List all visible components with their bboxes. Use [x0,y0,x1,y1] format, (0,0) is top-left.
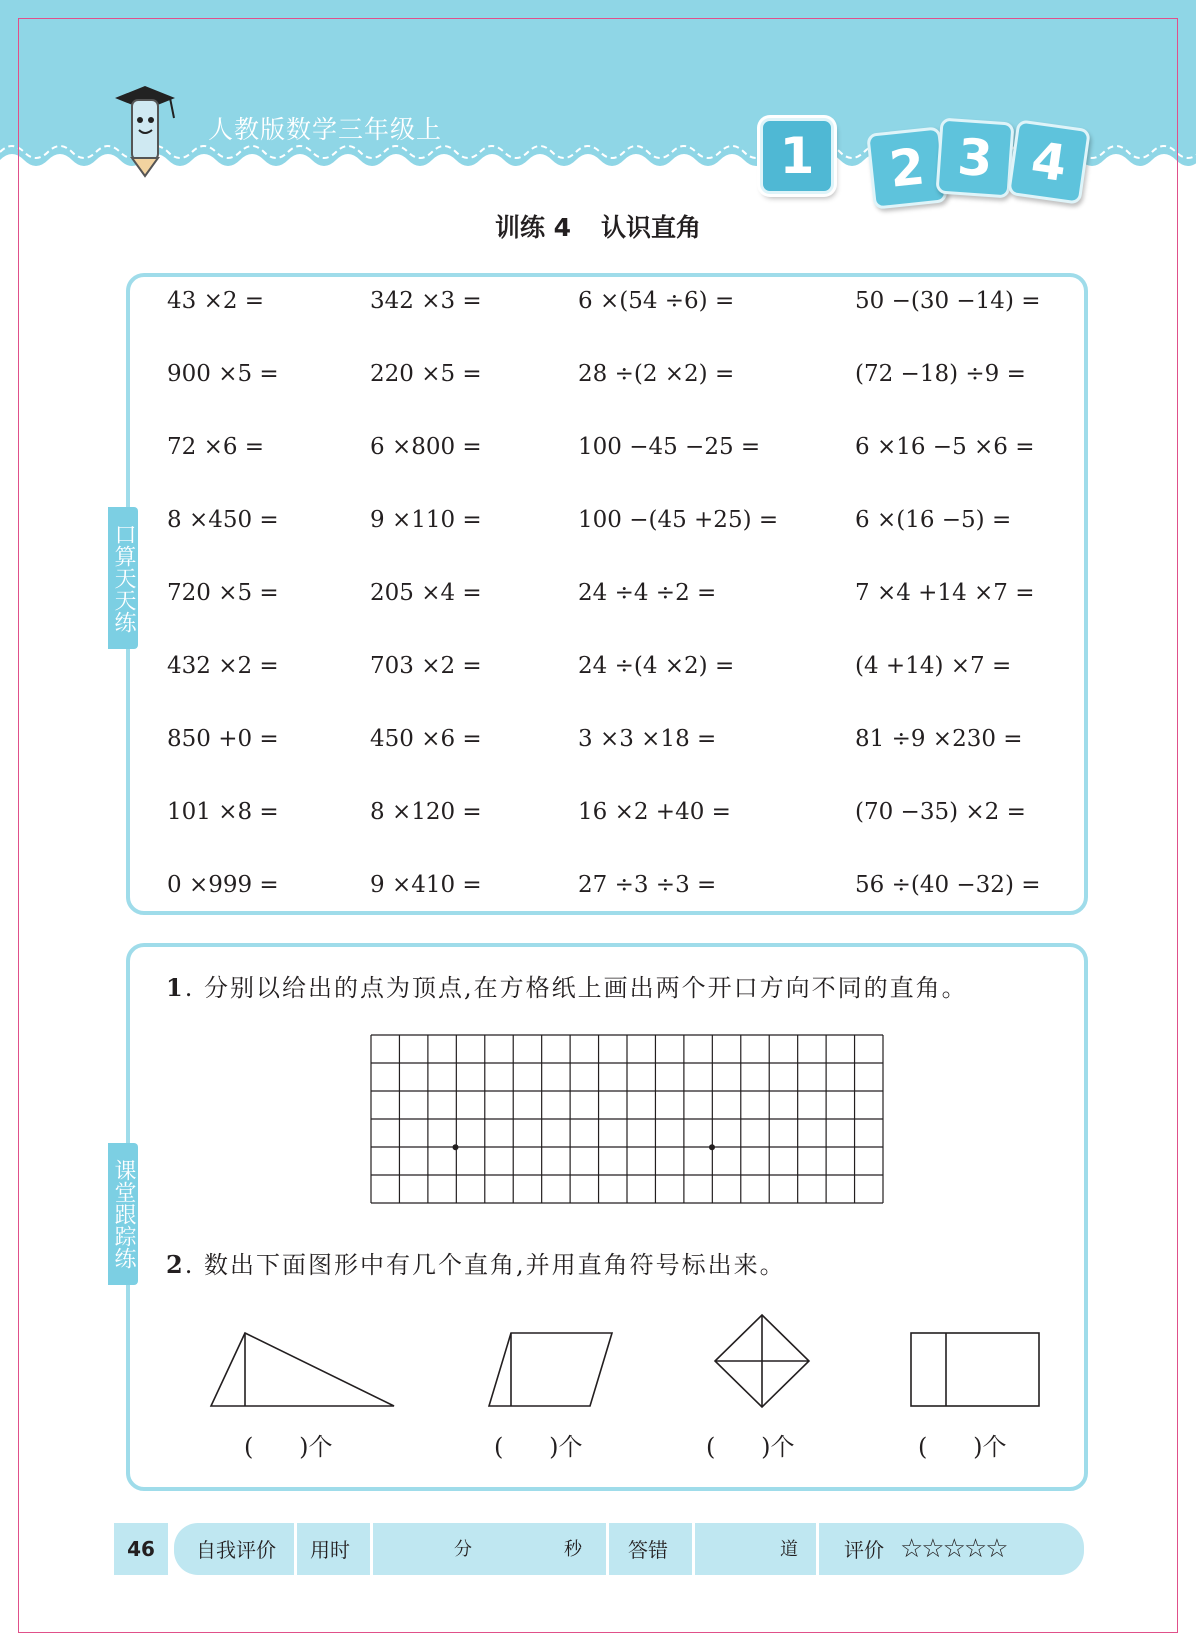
answer-blank-3[interactable]: ( )个 [706,1433,795,1461]
question-1-number: 1 [166,973,185,1002]
calc-problem[interactable]: 6 ×16 −5 ×6 = [855,434,1035,460]
answer-blank-1[interactable]: ( )个 [244,1433,333,1461]
question-2-text: . 数出下面图形中有几个直角,并用直角符号标出来。 [184,1251,786,1279]
calc-problem[interactable]: 900 ×5 = [167,361,279,387]
tag-1: 1 [760,118,834,194]
calc-problem[interactable]: 100 −(45 +25) = [578,507,779,533]
calc-problem[interactable]: (4 +14) ×7 = [855,653,1012,679]
second-label: 秒 [564,1539,582,1560]
rating-stars[interactable]: ☆☆☆☆☆ [900,1534,1007,1564]
calc-problem[interactable]: 220 ×5 = [370,361,482,387]
calc-problem[interactable]: 24 ÷(4 ×2) = [578,653,735,679]
calc-problem[interactable]: 0 ×999 = [167,872,279,898]
divider [816,1523,819,1575]
calc-problem[interactable]: 703 ×2 = [370,653,482,679]
calc-problem[interactable]: 450 ×6 = [370,726,482,752]
calc-problem[interactable]: 6 ×(16 −5) = [855,507,1012,533]
question-1 [166,968,968,1003]
calc-problem[interactable]: 9 ×110 = [370,507,482,533]
calc-problem[interactable]: 28 ÷(2 ×2) = [578,361,735,387]
divider [294,1523,297,1575]
tag-2: 2 [866,126,948,209]
minute-label: 分 [454,1539,472,1560]
page-number: 46 [114,1523,168,1575]
question-2-number: 2 [166,1250,185,1279]
calc-problem[interactable]: 81 ÷9 ×230 = [855,726,1023,752]
calc-problem[interactable]: 432 ×2 = [167,653,279,679]
calc-problem[interactable]: 43 ×2 = [167,288,265,314]
mental-math-tab: 口算天天练 [108,507,138,649]
divider [606,1523,609,1575]
calc-problem[interactable]: 7 ×4 +14 ×7 = [855,580,1035,606]
time-label: 用时 [310,1538,350,1562]
parallelogram-shape[interactable] [486,1330,616,1410]
calc-problem[interactable]: 27 ÷3 ÷3 = [578,872,717,898]
tag-3: 3 [935,118,1014,199]
lesson-title [0,208,1196,244]
book-title: 人教版数学三年级上 [208,115,443,144]
answer-blank-2[interactable]: ( )个 [494,1433,583,1461]
calc-problem[interactable]: 16 ×2 +40 = [578,799,731,825]
answer-blank-4[interactable]: ( )个 [918,1433,1007,1461]
wrong-label: 答错 [628,1538,668,1562]
calc-problem[interactable]: (70 −35) ×2 = [855,799,1026,825]
calc-problem[interactable]: (72 −18) ÷9 = [855,361,1026,387]
calc-problem[interactable]: 8 ×120 = [370,799,482,825]
calc-problem[interactable]: 101 ×8 = [167,799,279,825]
divider [692,1523,695,1575]
calc-problem[interactable]: 720 ×5 = [167,580,279,606]
rectangle-shape[interactable] [908,1330,1042,1410]
calc-problem[interactable]: 3 ×3 ×18 = [578,726,717,752]
vertex-point-1 [453,1144,459,1150]
calc-problem[interactable]: 6 ×(54 ÷6) = [578,288,735,314]
rating-label: 评价 [844,1538,884,1562]
lesson-name: 认识直角 [601,213,702,242]
self-eval-label: 自我评价 [196,1538,276,1562]
calc-problem[interactable]: 100 −45 −25 = [578,434,761,460]
calc-problem[interactable]: 9 ×410 = [370,872,482,898]
lesson-number: 训练 4 [494,213,572,242]
calc-problem[interactable]: 8 ×450 = [167,507,279,533]
calc-problem[interactable]: 24 ÷4 ÷2 = [578,580,717,606]
question-1-text: . 分别以给出的点为顶点,在方格纸上画出两个开口方向不同的直角。 [184,974,968,1002]
calc-problem[interactable]: 72 ×6 = [167,434,265,460]
calc-problem[interactable]: 50 −(30 −14) = [855,288,1041,314]
rhombus-shape[interactable] [712,1312,812,1410]
calc-problem[interactable]: 6 ×800 = [370,434,482,460]
triangle-shape[interactable] [208,1330,398,1410]
tag-4: 4 [1007,119,1091,205]
square-grid-paper[interactable] [370,1034,884,1204]
calc-problem[interactable]: 205 ×4 = [370,580,482,606]
calc-problem[interactable]: 850 +0 = [167,726,279,752]
calc-problem[interactable]: 56 ÷(40 −32) = [855,872,1041,898]
question-unit-label: 道 [780,1539,798,1560]
practice-tab: 课堂跟踪练 [108,1143,138,1285]
divider [370,1523,373,1575]
vertex-point-2 [709,1144,715,1150]
question-2 [166,1245,786,1280]
calc-problem[interactable]: 342 ×3 = [370,288,482,314]
